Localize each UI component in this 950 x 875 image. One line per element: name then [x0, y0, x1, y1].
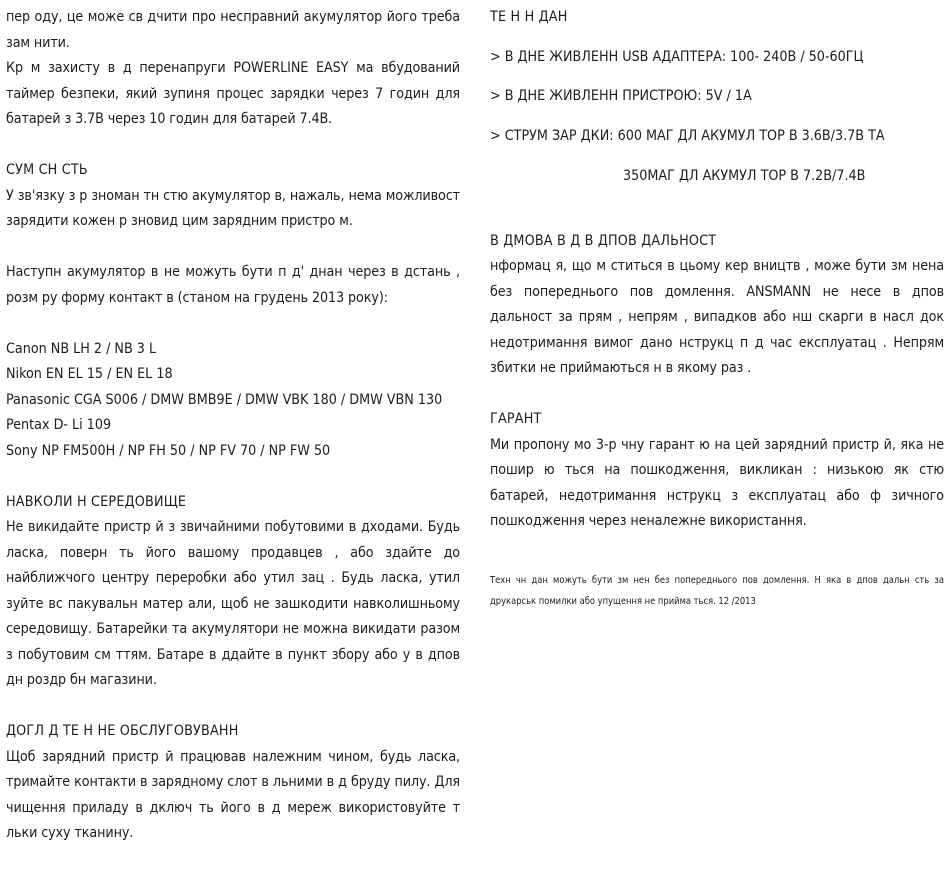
environment-paragraph: Не викидайте пристр й з звичайними побутовими в дходами. Будь ласка, поверн ть його вашому продавцев , або здайте до найближчого центру переробки або утил зац . Будь ласка, утил зуйте вс пакувальн матер али, щоб не зашкодити навколишньому середовищу. Батарейки та акумулятори не можна викидати разом з побутовим см ттям. Батаре в ддайте в пункт збору або у в дпов дн роздр бн магазини.	[6, 519, 460, 688]
intro-paragraph-2: Кр м захисту в д перенапруги POWERLINE EASY ма вбудований таймер безпеки, який зупиня процес зарядки через 7 годин для батарей з 3.7В через 10 годин для батарей 7.4В.	[6, 60, 460, 127]
warranty-heading: ГАРАНТ	[490, 411, 542, 428]
battery-list	[6, 337, 460, 465]
list-item: Panasonic CGA S006 / DMW BMB9E / DMW VBK 180 / DMW VBN 130	[6, 391, 443, 408]
compatibility-paragraph-1: У зв'язку з р зноман тн стю акумулятор в, нажаль, нема можливост зарядити кожен р зновид цим зарядним пристро м.	[6, 187, 460, 229]
compatibility-paragraph-2: Наступн акумулятор в не можуть бути п д' днан через в дстань , розм ру форму контакт в (станом на грудень 2013 року):	[6, 264, 460, 306]
spec-line: > В ДНЕ ЖИВЛЕНН ПРИСТРОЮ: 5V / 1A	[490, 88, 752, 105]
right-column	[490, 5, 944, 621]
environment-heading: НАВКОЛИ Н СЕРЕДОВИЩЕ	[6, 493, 187, 510]
list-item: Nikon EN EL 15 / EN EL 18	[6, 366, 173, 382]
care-heading: ДОГЛ Д ТЕ Н НЕ ОБСЛУГОВУВАНН	[6, 723, 239, 739]
list-item: Pentax D- Li 109	[6, 417, 112, 433]
liability-paragraph: нформац я, що м ститься в цьому кер вництв , може бути зм нена без попереднього пов домлення. ANSMANN не несе в дпов дальност за прям , непрям , випадков або нш скарги в насл док недотримання вимог дано нструкц п д час експлуатац . Непрям збитки не приймаються н в якому раз .	[490, 258, 944, 377]
spec-line-continuation: 350МАГ ДЛ АКУМУЛ ТОР В 7.2В/7.4В	[623, 167, 866, 184]
footnote: Техн чн дан можуть бути зм нен без попереднього пов домлення. Н яка в дпов дальн сть за друкарськ помилки або упущення не прийма ться. 12 /2013	[490, 574, 944, 607]
spec-line: > В ДНЕ ЖИВЛЕНН USB АДАПТЕРА: 100- 240В / 50-60ГЦ	[490, 48, 864, 65]
tech-data-heading: ТЕ Н Н ДАН	[490, 9, 568, 25]
care-paragraph: Щоб зарядний пристр й працював належним чином, будь ласка, тримайте контакти в зарядному слот в льними в д бруду пилу. Для чищення приладу в дключ ть його в д мереж використовуйте т льки суху тканину.	[6, 748, 460, 841]
intro-paragraph-1: пер оду, це може св дчити про несправний акумулятор його треба зам нити.	[6, 9, 460, 51]
left-column	[6, 5, 460, 847]
list-item: Canon NB LH 2 / NB 3 L	[6, 340, 157, 357]
liability-heading: В ДМОВА В Д В ДПОВ ДАЛЬНОСТ	[490, 232, 717, 249]
list-item: Sony NP FM500H / NP FH 50 / NP FV 70 / NP FW 50	[6, 442, 331, 459]
compatibility-heading: СУМ СН СТЬ	[6, 162, 88, 178]
warranty-paragraph: Ми пропону мо 3-р чну гарант ю на цей зарядний пристр й, яка не пошир ю ться на пошкодження, викликан : низькою як стю батарей, недотримання нструкц з експлуатац або ф зичного пошкодження через неналежне використання.	[490, 436, 944, 530]
spec-line: > СТРУМ ЗАР ДКИ: 600 МАГ ДЛ АКУМУЛ ТОР В 3.6В/3.7В ТА	[490, 128, 885, 145]
